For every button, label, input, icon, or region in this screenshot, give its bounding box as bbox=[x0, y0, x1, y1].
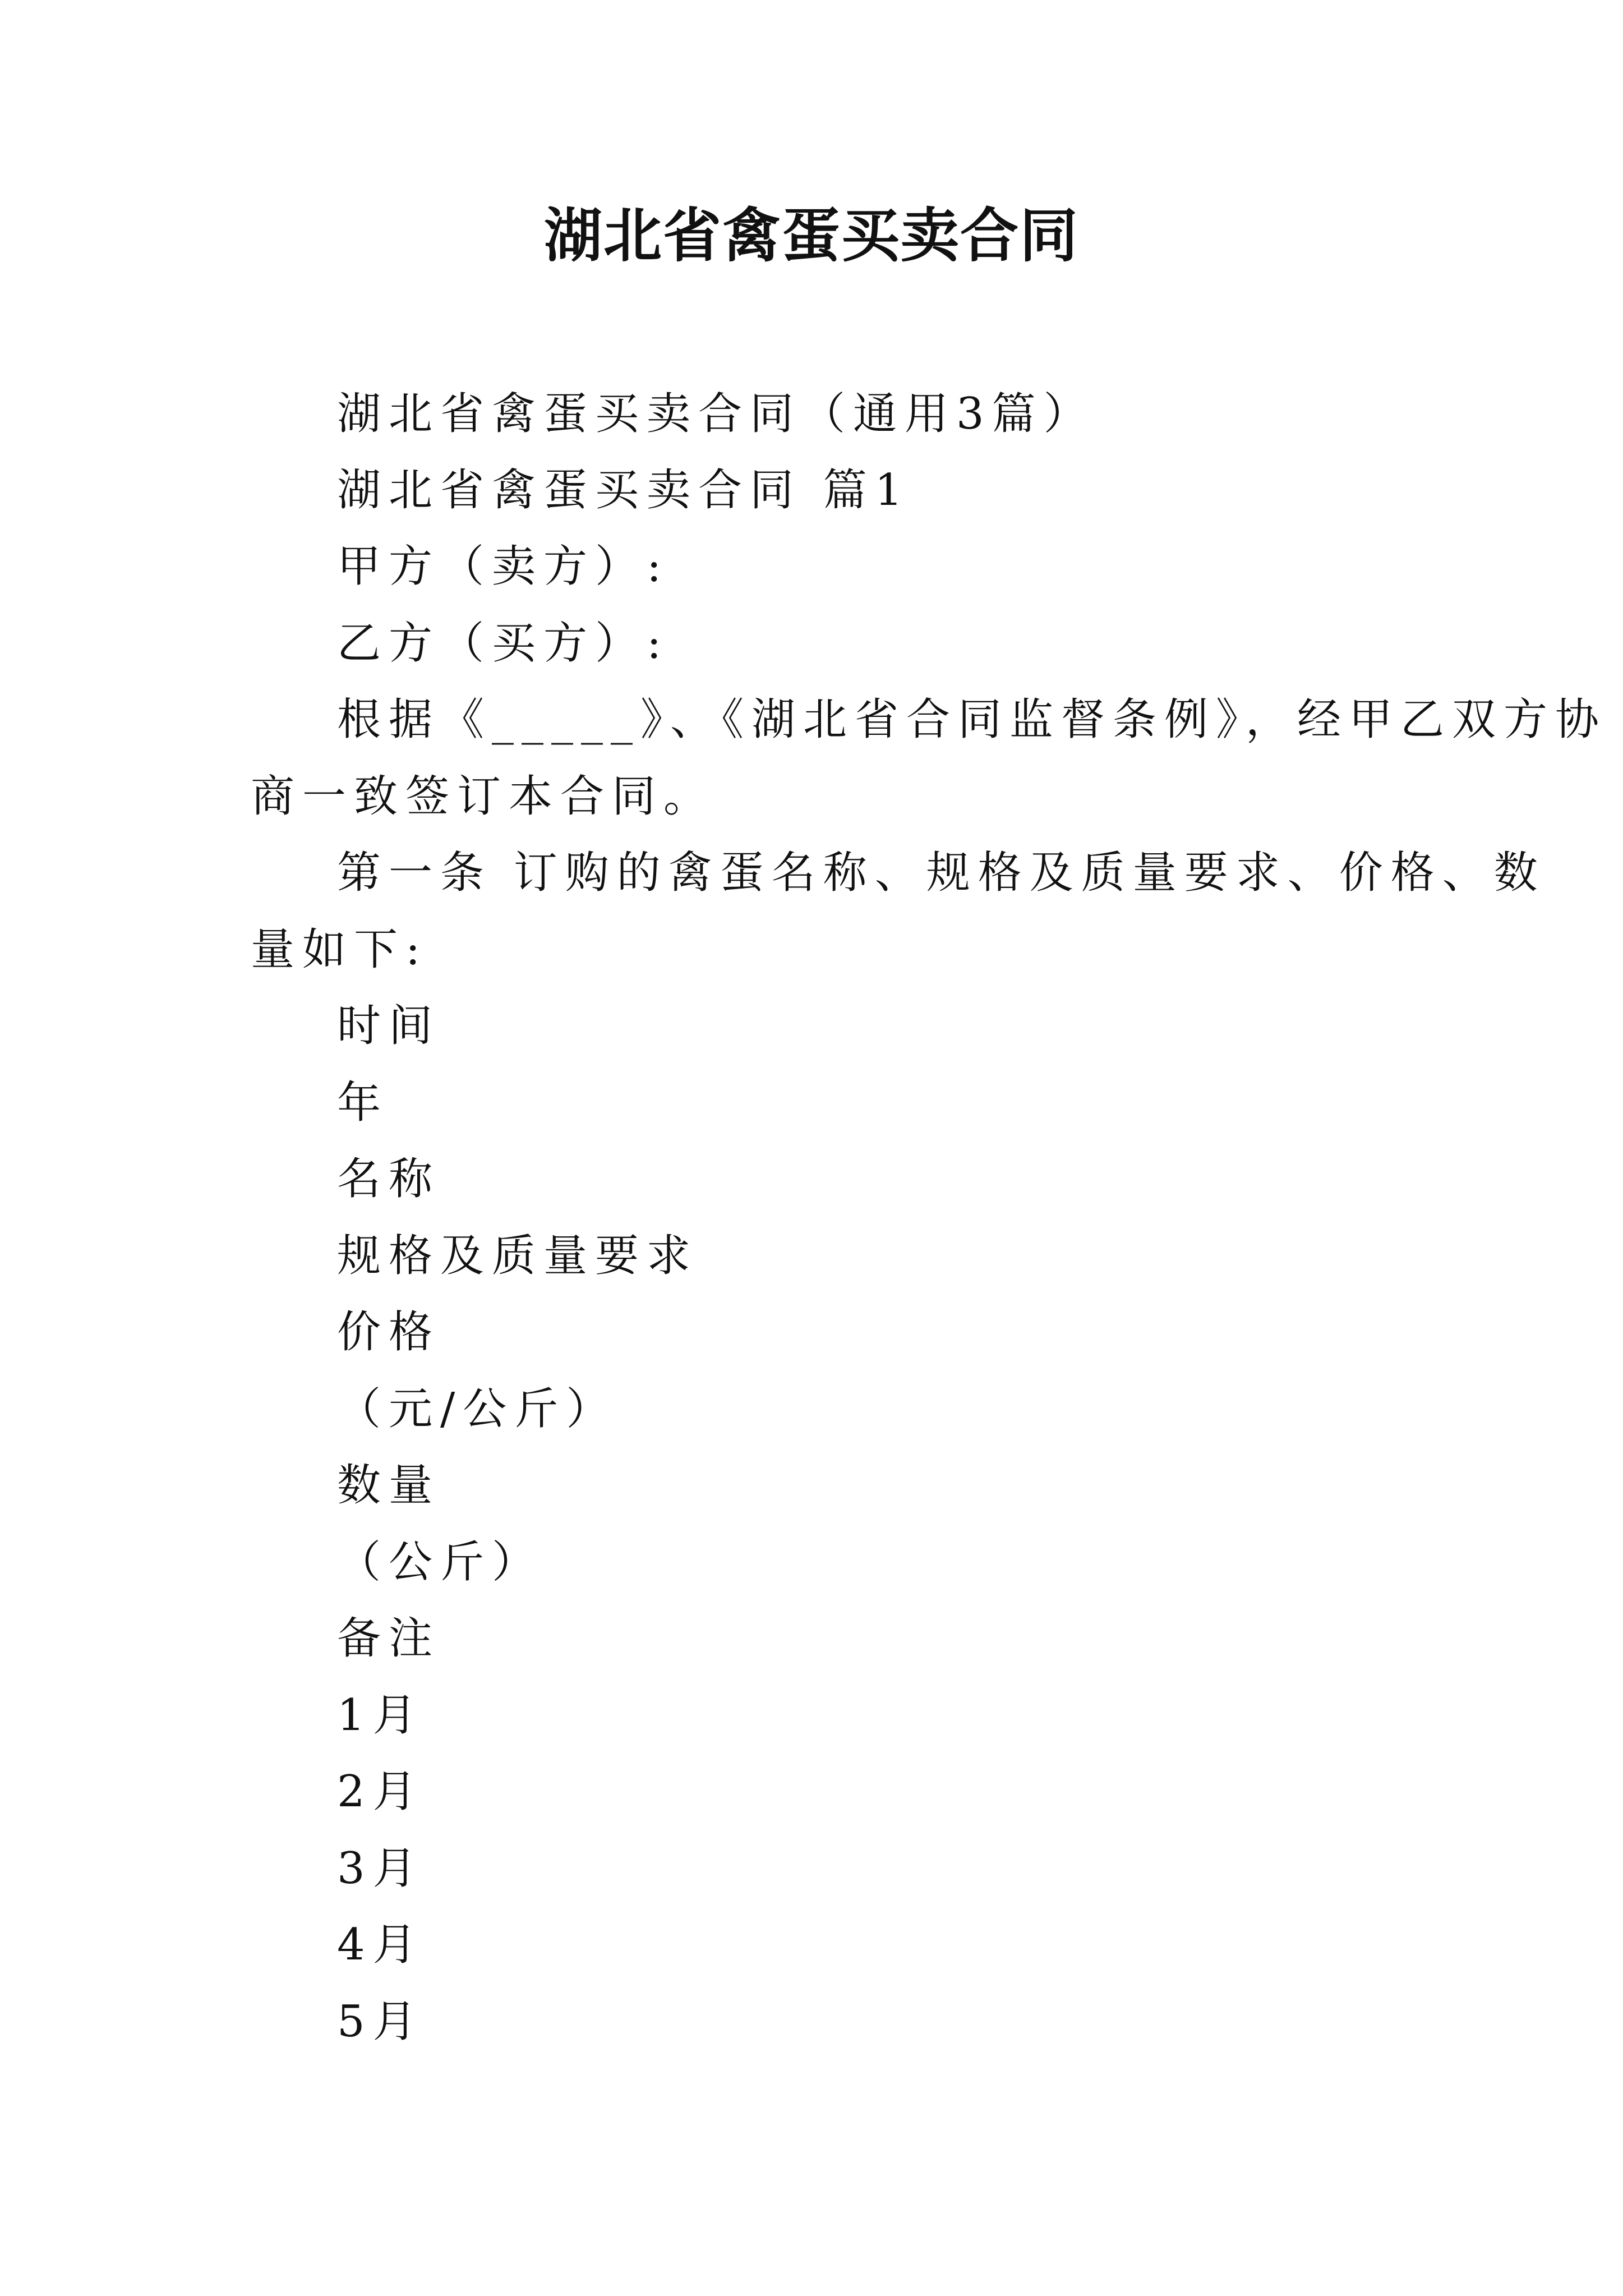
paragraph-basis-line-2: 商一致签订本合同。 bbox=[251, 771, 716, 822]
table-header-time: 时间 bbox=[337, 1001, 441, 1051]
table-header-year: 年 bbox=[337, 1078, 389, 1128]
paragraph-basis-line-1: 根据《_____》、《湖北省合同监督条例》，经甲乙双方协 bbox=[337, 694, 1607, 745]
table-header-quantity: 数量 bbox=[337, 1460, 441, 1511]
table-row-month-2: 2月 bbox=[337, 1766, 425, 1817]
table-header-quantity-unit: （公斤） bbox=[337, 1537, 544, 1588]
article-1-line-1: 第一条 订购的禽蛋名称、规格及质量要求、价格、数 bbox=[337, 848, 1546, 898]
table-header-name: 名称 bbox=[337, 1154, 441, 1204]
table-header-remarks: 备注 bbox=[337, 1613, 441, 1664]
party-a-seller: 甲方（卖方）: bbox=[337, 541, 670, 592]
article-1-line-2: 量如下: bbox=[251, 924, 428, 975]
table-header-price: 价格 bbox=[337, 1307, 441, 1358]
table-row-month-4: 4月 bbox=[337, 1920, 425, 1970]
table-row-month-5: 5月 bbox=[337, 1996, 425, 2047]
table-header-price-unit: （元/公斤） bbox=[337, 1384, 618, 1434]
party-b-buyer: 乙方（买方）: bbox=[337, 618, 670, 669]
document-title: 湖北省禽蛋买卖合同 bbox=[543, 201, 1079, 270]
table-row-month-1: 1月 bbox=[337, 1690, 425, 1741]
heading-part-1: 湖北省禽蛋买卖合同 篇1 bbox=[337, 465, 911, 516]
table-header-spec: 规格及质量要求 bbox=[337, 1231, 699, 1281]
table-row-month-3: 3月 bbox=[337, 1843, 425, 1894]
heading-subtitle: 湖北省禽蛋买卖合同（通用3篇） bbox=[337, 389, 1095, 439]
